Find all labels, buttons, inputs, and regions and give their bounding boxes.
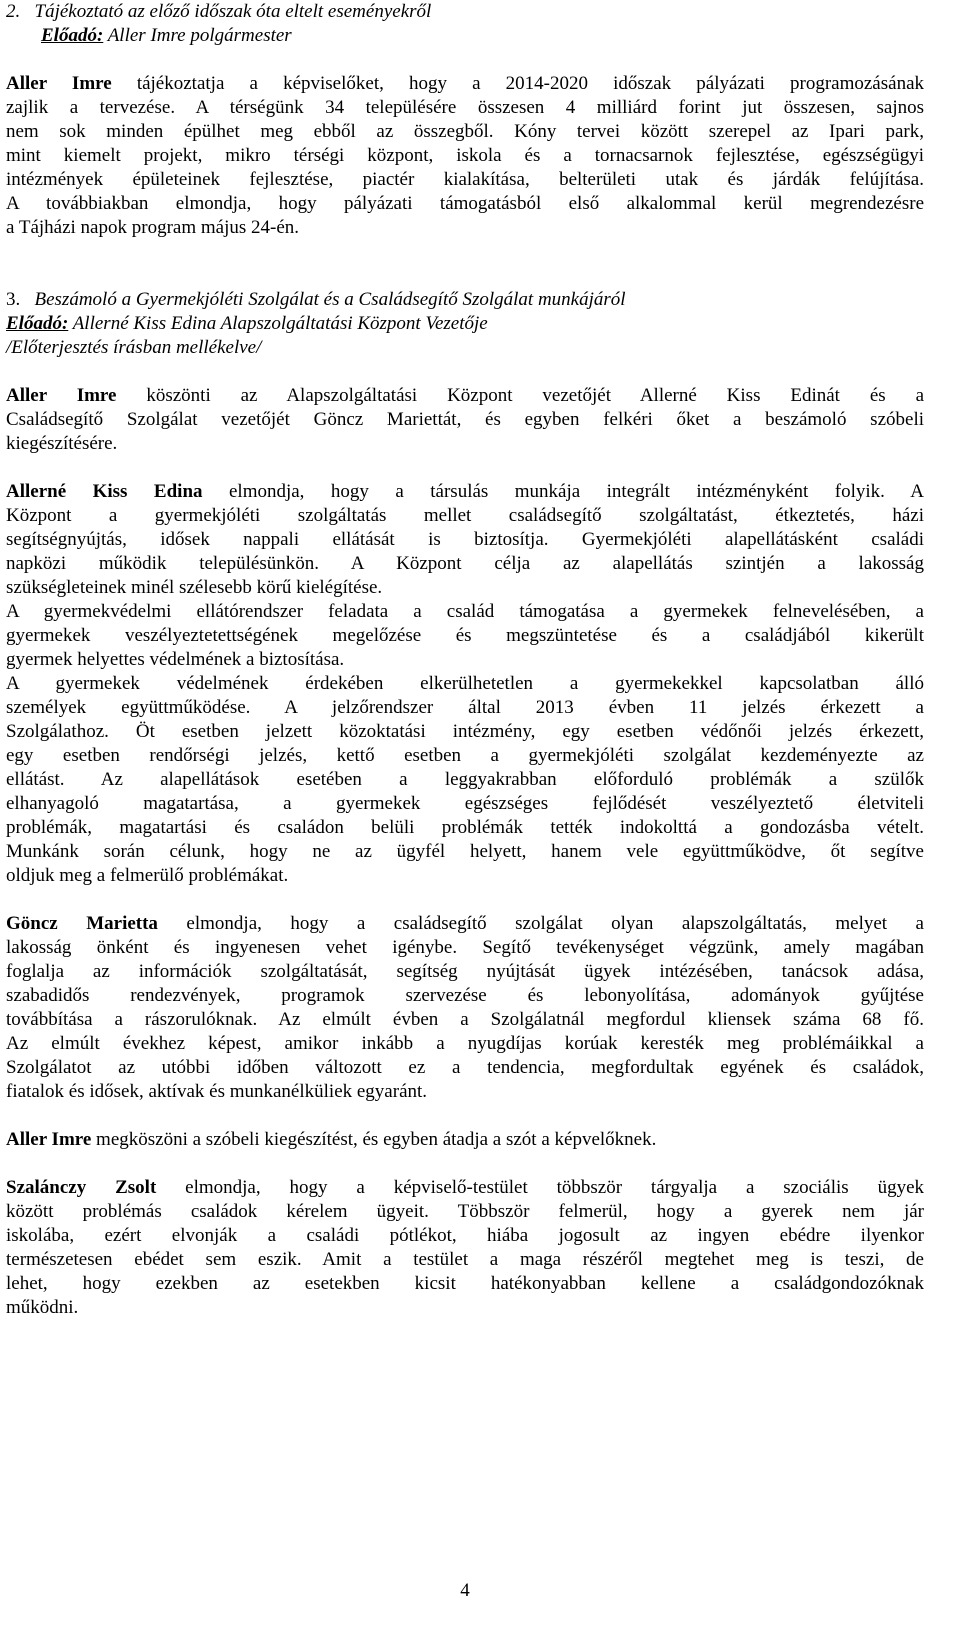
paragraph-line: napközi működik településünkön. A Központ célja az alapellátás szintjén a lakosság bbox=[6, 553, 924, 574]
paragraph-line: A gyermekek védelmének érdekében elkerülhetetlen a gyermekekkel kapcsolatban álló bbox=[6, 673, 924, 694]
paragraph-line: foglalja az információk szolgáltatását, segítség nyújtását ügyek intézésében, tanácsok adása, bbox=[6, 961, 924, 982]
section-2-presenter: Aller Imre polgármester bbox=[107, 25, 292, 46]
paragraph-line: Szalánczy Zsolt elmondja, hogy a képviselő-testület többször tárgyalja a szociális ügyek bbox=[6, 1177, 925, 1198]
speaker-name: Aller Imre bbox=[6, 385, 117, 406]
paragraph-line: gyermek helyettes védelmének a biztosítása. bbox=[6, 649, 345, 670]
paragraph-line: Aller Imre köszönti az Alapszolgáltatási Központ vezetőjét Allerné Kiss Edinát és a bbox=[6, 385, 925, 406]
speaker-name: Aller Imre bbox=[6, 73, 112, 94]
section-3-presenter-line bbox=[6, 312, 924, 336]
paragraph-line: Az elmúlt évekhez képest, amikor inkább a nyugdíjas korúak keresték meg problémáikkal a bbox=[6, 1033, 924, 1054]
paragraph-line: elhanyagoló magatartása, a gyermekek egészséges fejlődését veszélyeztető életviteli bbox=[6, 793, 924, 814]
section-2-number: 2. bbox=[6, 1, 21, 22]
paragraph-line: Családsegítő Szolgálat vezetőjét Göncz Mariettát, és egyben felkéri őket a beszámoló szóbeli bbox=[6, 409, 924, 430]
paragraph-line: ellátást. Az alapellátások esetében a leggyakrabban előforduló problémák a szülők bbox=[6, 769, 924, 790]
paragraph-line: szükségleteinek minél szélesebb körű kielégítése. bbox=[6, 577, 383, 598]
speaker-name: Allerné Kiss Edina bbox=[6, 481, 203, 502]
paragraph-line: oldjuk meg a felmerülő problémákat. bbox=[6, 865, 289, 886]
paragraph-line: nem sok minden épülhet meg ebből az összegből. Kóny tervei között szerepel az Ipari park, bbox=[6, 121, 924, 142]
paragraph-line: gyermekek veszélyeztetettségének megelőzése és megszüntetése és a családjából kikerült bbox=[6, 625, 924, 646]
paragraph-line: fiatalok és idősek, aktívak és munkanélküliek egyaránt. bbox=[6, 1081, 428, 1102]
paragraph-aller-1 bbox=[6, 384, 924, 456]
section-2-presenter-line bbox=[6, 24, 924, 48]
document-page bbox=[6, 0, 924, 1320]
paragraph-line: Göncz Marietta elmondja, hogy a családsegítő szolgálat olyan alapszolgáltatás, melyet a bbox=[6, 913, 924, 934]
speaker-name: Aller Imre bbox=[6, 1129, 92, 1150]
paragraph-line: személyek együttműködése. A jelzőrendszer által 2013 évben 11 jelzés érkezett a bbox=[6, 697, 924, 718]
paragraph-goncz bbox=[6, 912, 924, 1104]
paragraph-szalanczy bbox=[6, 1176, 924, 1320]
paragraph-line: a Tájházi napok program május 24-én. bbox=[6, 217, 299, 238]
paragraph-line: A továbbiakban elmondja, hogy pályázati támogatásból első alkalommal kerül megrendezésre bbox=[6, 193, 924, 214]
paragraph-line: mint kiemelt projekt, mikro térségi központ, iskola és a tornacsarnok fejlesztése, egészségügyi bbox=[6, 145, 924, 166]
paragraph-line: segítségnyújtás, idősek nappali ellátását is biztosítja. Gyermekjóléti alapellátásként családi bbox=[6, 529, 924, 550]
paragraph-line: lehet, hogy ezekben az esetekben kicsit hatékonyabban kellene a családgondozóknak bbox=[6, 1273, 924, 1294]
section-3-note: /Előterjesztés írásban mellékelve/ bbox=[6, 337, 262, 358]
paragraph-line: Központ a gyermekjóléti szolgáltatás mellet családsegítő szolgáltatást, étkeztetés, házi bbox=[6, 505, 924, 526]
section-2-heading bbox=[6, 0, 924, 24]
speaker-name: Göncz Marietta bbox=[6, 913, 158, 934]
paragraph-line: iskolába, ezért elvonják a családi pótlékot, hiába jogosult az ingyen ebédre ilyenkor bbox=[6, 1225, 924, 1246]
paragraph-line: kiegészítésére. bbox=[6, 433, 118, 454]
paragraph-line: Szolgálathoz. Öt esetben jelzett közoktatási intézmény, egy esetben védőnői jelzés érkezett, bbox=[6, 721, 924, 742]
section-3-presenter: Allerné Kiss Edina Alapszolgáltatási Központ Vezetője bbox=[72, 313, 488, 334]
section-3-title: Beszámoló a Gyermekjóléti Szolgálat és a Családsegítő Szolgálat munkájáról bbox=[34, 289, 626, 310]
paragraph-line: Szolgálatot az utóbbi időben változott ez a tendencia, megfordultak egyének és családok, bbox=[6, 1057, 924, 1078]
paragraph-line: szabadidős rendezvények, programok szervezése és lebonyolítása, adományok gyűjtése bbox=[6, 985, 924, 1006]
paragraph-line: Allerné Kiss Edina elmondja, hogy a társulás munkája integrált intézményként folyik. A bbox=[6, 481, 925, 502]
paragraph-line: egy esetben rendőrségi jelzés, kettő esetben a gyermekjóléti szolgálat kezdeményezte az bbox=[6, 745, 924, 766]
section-3-number: 3. bbox=[6, 289, 21, 310]
page-number: 4 bbox=[460, 1580, 470, 1601]
paragraph-line: intézmények épületeinek fejlesztése, piactér kialakítása, belterületi utak és járdák felújítása. bbox=[6, 169, 924, 190]
paragraph-aller-2 bbox=[6, 1128, 924, 1152]
paragraph-line: A gyermekvédelmi ellátórendszer feladata a család támogatása a gyermekek felnevelésében, a bbox=[6, 601, 924, 622]
paragraph-line: továbbítása a rászorulóknak. Az elmúlt évben a Szolgálatnál megfordul kliensek száma 68 fő. bbox=[6, 1009, 924, 1030]
paragraph-line: Aller Imre tájékoztatja a képviselőket, hogy a 2014-2020 időszak pályázati programozásának bbox=[6, 73, 925, 94]
section-2-title: Tájékoztató az előző időszak óta eltelt eseményekről bbox=[34, 1, 432, 22]
paragraph-line: működni. bbox=[6, 1297, 79, 1318]
paragraph-line: között problémás családok kérelem ügyeit. Többször felmerül, hogy a gyerek nem jár bbox=[6, 1201, 924, 1222]
paragraph-line: Aller Imre megköszöni a szóbeli kiegészítést, és egyben átadja a szót a képvelőknek. bbox=[6, 1129, 657, 1150]
paragraph-line: problémák, magatartási és családon belüli problémák tették indokolttá a gondozásba vételt. bbox=[6, 817, 924, 838]
paragraph-line: lakosság önként és ingyenesen vehet igénybe. Segítő tevékenységet végzünk, amely magában bbox=[6, 937, 924, 958]
paragraph-line: zajlik a tervezése. A térségünk 34 településére összesen 4 milliárd forint jut összesen, sajnos bbox=[6, 97, 924, 118]
section-3-presenter-label: Előadó: bbox=[6, 313, 69, 334]
paragraph-line: Munkánk során célunk, hogy ne az ügyfél helyett, hanem vele együttműködve, őt segítve bbox=[6, 841, 924, 862]
section-2-presenter-label: Előadó: bbox=[41, 25, 104, 46]
paragraph-line: természetesen ebédet sem eszik. Amit a testület a maga részéről megtehet meg is teszi, de bbox=[6, 1249, 924, 1270]
section-3-heading bbox=[6, 288, 924, 312]
speaker-name: Szalánczy Zsolt bbox=[6, 1177, 157, 1198]
section-2-body bbox=[6, 72, 924, 240]
paragraph-allerne bbox=[6, 480, 924, 888]
